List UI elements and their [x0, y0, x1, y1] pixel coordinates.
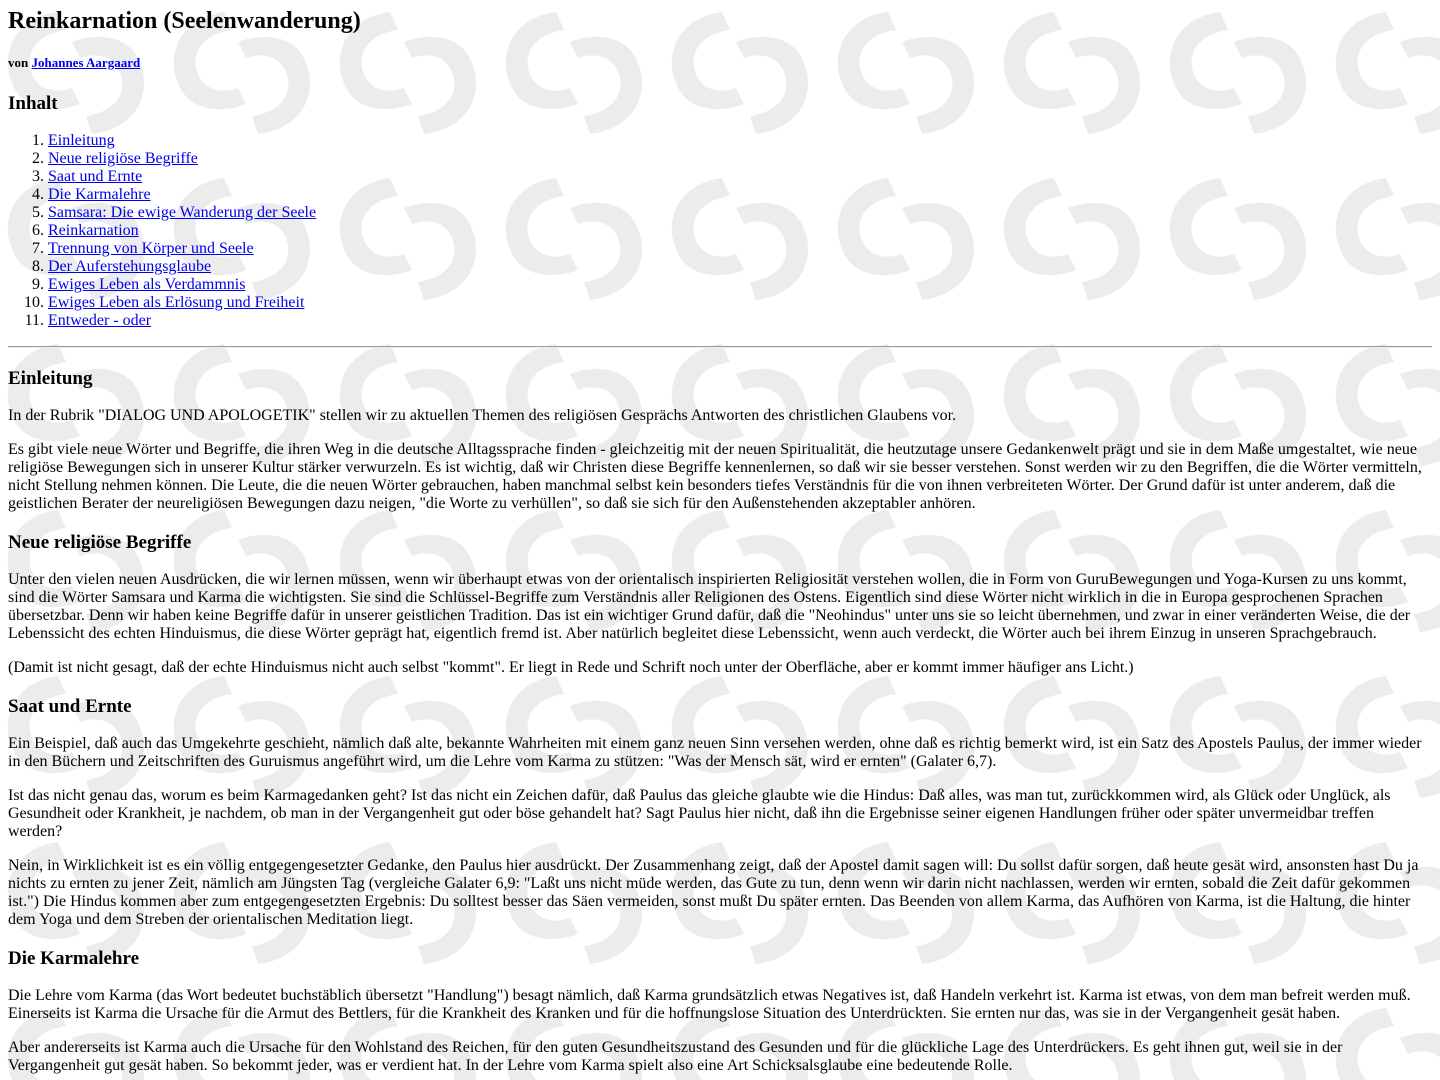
toc-link-karmalehre[interactable]: Die Karmalehre [48, 186, 151, 203]
toc-link-saat-und-ernte[interactable]: Saat und Ernte [48, 168, 143, 185]
page-title: Reinkarnation (Seelenwanderung) [8, 8, 361, 34]
toc-item [48, 150, 1432, 168]
section-divider [8, 346, 1432, 348]
toc-item [48, 222, 1432, 240]
section-heading: Einleitung [8, 368, 93, 389]
paragraph: Die Lehre vom Karma (das Wort bedeutet buchstäblich übersetzt "Handlung") besagt nämlich, daß Karma grundsätzlich etwas Negatives ist, daß Handeln verkehrt ist. Karma ist etwas, von dem man befreit werden muß. Einerseits ist Karma die Ursache für die Armut des Bettlers, für die Krankheit des Kranken und für die hoffnungslose Situation des Unterdrückten. Sie ernten nur das, was sie in der Vergangenheit gesät haben. [8, 987, 1411, 1022]
toc-item [48, 258, 1432, 276]
paragraph: Ein Beispiel, daß auch das Umgekehrte geschieht, nämlich daß alte, bekannte Wahrheiten mit einem ganz neuen Sinn versehen werden, ohne daß es richtig bemerkt wird, ist ein Satz des Apostels Paulus, der immer wieder in den Büchern und Zeitschriften des Guruismus angeführt wird, um die Lehre vom Karma zu stützen: "Was der Mensch sät, wird er ernten" (Galater 6,7). [8, 735, 1422, 770]
toc-link-entweder-oder[interactable]: Entweder - oder [48, 312, 152, 329]
table-of-contents [8, 132, 1432, 330]
paragraph: Es gibt viele neue Wörter und Begriffe, die ihren Weg in die deutsche Alltagssprache finden - gleichzeitig mit der neuen Spiritualität, die heutzutage unsere Gedankenwelt prägt und sie in dem Maße umgestaltet, wie neue religiöse Bewegungen sich in unserer Kultur stärker verwurzeln. Es ist wichtig, daß wir Christen diese Begriffe kennenlernen, so daß wir sie besser verstehen. Sonst werden wir zu den Begriffen, die die Wörter vermitteln, nicht Stellung nehmen können. Die Leute, die die neuen Wörter gebrauchen, haben manchmal selbst kein besonders tiefes Verständnis für die von ihnen verbreiteten Wörter. Der Grund dafür ist unter anderem, daß die geistlichen Berater der neureligiösen Bewegungen dazu neigen, "die Worte zu verhüllen", so daß sie sich für den Außenstehenden akzeptabler anhören. [8, 441, 1422, 512]
toc-item [48, 294, 1432, 312]
toc-link-samsara[interactable]: Samsara: Die ewige Wanderung der Seele [48, 204, 317, 221]
toc-link-reinkarnation[interactable]: Reinkarnation [48, 222, 139, 239]
toc-item [48, 240, 1432, 258]
toc-link-neue-religioese-begriffe[interactable]: Neue religiöse Begriffe [48, 150, 198, 167]
section-heading: Neue religiöse Begriffe [8, 532, 192, 553]
toc-link-erloesung[interactable]: Ewiges Leben als Erlösung und Freiheit [48, 294, 305, 311]
paragraph: (Damit ist nicht gesagt, daß der echte Hinduismus nicht auch selbst "kommt". Er liegt in Rede und Schrift noch unter der Oberfläche, aber er kommt immer häufiger ans Licht.) [8, 659, 1134, 676]
paragraph: Nein, in Wirklichkeit ist es ein völlig entgegengesetzter Gedanke, den Paulus hier ausdrückt. Der Zusammenhang zeigt, daß der Apostel damit sagen will: Du sollst dafür sorgen, daß heute gesät wird, ansonsten hast Du ja nichts zu ernten zu jener Zeit, nämlich am Jüngsten Tag (vergleiche Galater 6,9: "Laßt uns nicht müde werden, das Gute zu tun, denn wenn wir darin nicht nachlassen, werden wir ernten, sobald die Zeit dafür gekommen ist.") Die Hindus kommen aber zum entgegengesetzten Ergebnis: Du solltest besser das Säen vermeiden, sonst mußt Du später ernten. Das Beenden von allem Karma, das Aufhören von Karma, ist die Haltung, die hinter dem Yoga und dem Streben der orientalischen Meditation liegt. [8, 857, 1419, 928]
toc-link-einleitung[interactable]: Einleitung [48, 132, 115, 149]
paragraph: In der Rubrik "DIALOG UND APOLOGETIK" stellen wir zu aktuellen Themen des religiösen Gesprächs Antworten des christlichen Glaubens vor. [8, 407, 957, 424]
section-heading: Saat und Ernte [8, 696, 132, 717]
toc-item [48, 312, 1432, 330]
byline [8, 55, 1432, 71]
paragraph: Unter den vielen neuen Ausdrücken, die wir lernen müssen, wenn wir überhaupt etwas von der orientalisch inspirierten Religiosität verstehen wollen, die in Form von GuruBewegungen und Yoga-Kursen zu uns kommt, sind die Wörter Samsara und Karma die wichtigsten. Sie sind die Schlüssel-Begriffe zum Verständnis aller Religionen des Ostens. Eigentlich sind diese Wörter nicht wirklich in die in Europa gesprochenen Sprachen übersetzbar. Denn wir haben keine Begriffe dafür in unserer geistlichen Tradition. Das ist ein wichtiger Grund dafür, daß die "Neohindus" unter uns sie so leicht übernehmen, und zwar in einer veränderten Weise, die der Lebenssicht des echten Hinduismus, die diese Wörter geprägt hat, eigentlich fremd ist. Aber natürlich begleitet diese Lebenssicht, wenn auch verdeckt, die Wörter auch bei ihrem Einzug in unseren Sprachgebrauch. [8, 571, 1411, 642]
toc-item [48, 186, 1432, 204]
section-heading: Die Karmalehre [8, 948, 140, 969]
toc-item [48, 204, 1432, 222]
toc-item [48, 276, 1432, 294]
paragraph: Aber andererseits ist Karma auch die Ursache für den Wohlstand des Reichen, für den guten Gesundheitszustand des Gesunden und für die glückliche Lage des Unterdrückers. Es geht ihnen gut, weil sie in der Vergangenheit gut gesät haben. So bekommt jeder, was er verdient hat. In der Lehre vom Karma spielt also eine Art Schicksalsglaube eine bedeutende Rolle. [8, 1039, 1343, 1074]
byline-prefix: von [8, 55, 29, 70]
author-link[interactable]: Johannes Aargaard [31, 55, 141, 70]
toc-link-auferstehungsglaube[interactable]: Der Auferstehungsglaube [48, 258, 212, 275]
toc-item [48, 168, 1432, 186]
toc-item [48, 132, 1432, 150]
paragraph: Ist das nicht genau das, worum es beim Karmagedanken geht? Ist das nicht ein Zeichen dafür, daß Paulus das gleiche glaubte wie die Hindus: Daß alles, was man tut, zurückkommen wird, als Glück oder Unglück, als Gesundheit oder Krankheit, je nachdem, ob man in der Vergangenheit gut oder böse gehandelt hat? Sagt Paulus hier nicht, daß ihn die Ergebnisse seiner eigenen Handlungen früher oder später unvermeidbar treffen werden? [8, 787, 1391, 840]
toc-link-trennung[interactable]: Trennung von Körper und Seele [48, 240, 254, 257]
toc-link-verdammnis[interactable]: Ewiges Leben als Verdammnis [48, 276, 246, 293]
toc-heading: Inhalt [8, 93, 58, 114]
